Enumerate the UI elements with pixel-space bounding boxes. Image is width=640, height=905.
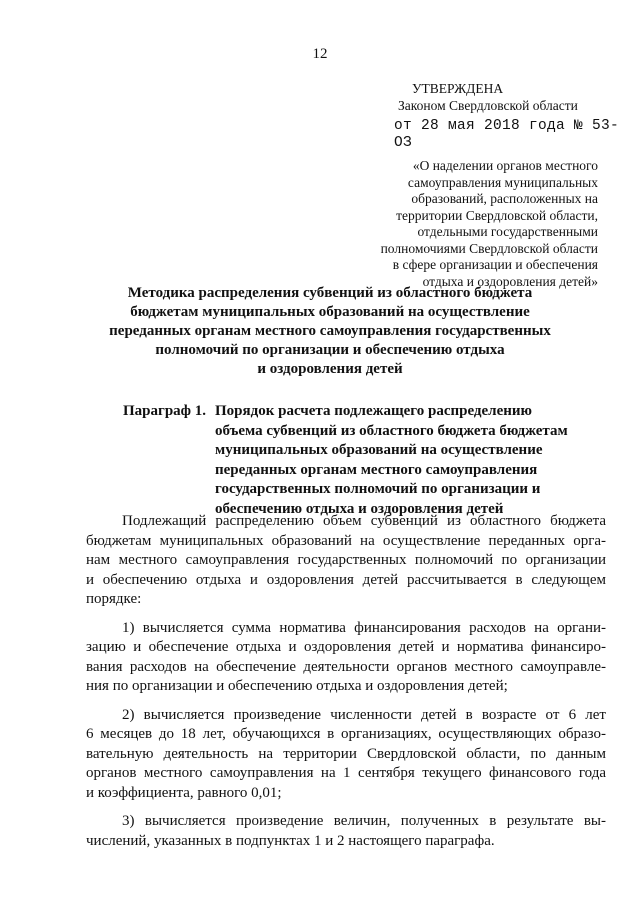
law-title-line: «О наделении органов местного <box>412 158 598 173</box>
title-line: бюджетам муниципальных образований на осуществление <box>130 304 530 320</box>
heading-line: обеспечению отдыха и оздоровления детей <box>215 500 504 517</box>
heading-line: переданных органам местного самоуправления <box>215 461 538 478</box>
body-line: и коэффициента, равного 0,01; <box>86 784 282 801</box>
body-line: 6 месяцев до 18 лет, обучающихся в организациях, осуществляющих образо- <box>86 726 606 742</box>
page-number: 12 <box>312 46 328 62</box>
heading-line: государственных полномочий по организации и <box>215 481 541 497</box>
title-line: переданных органам местного самоуправления государственных <box>109 323 551 339</box>
document-title <box>60 284 600 379</box>
body-line: органов местного самоуправления на 1 сентября текущего финансового года <box>86 765 606 781</box>
paragraph-label: Параграф 1. <box>123 403 207 419</box>
law-title-line: самоуправления муниципальных <box>407 174 598 190</box>
heading-line: Порядок расчета подлежащего распределению <box>215 403 532 419</box>
body-line: вания расходов на обеспечение деятельности органов местного самоуправле- <box>86 658 606 675</box>
paragraph-heading-text <box>215 402 595 519</box>
law-title-line: отдыха и оздоровления детей» <box>422 273 598 289</box>
law-title-line: территории Свердловской области, <box>396 207 598 223</box>
body-paragraph <box>86 812 606 851</box>
body-line: 1) вычисляется сумма норматива финансирования расходов на органи- <box>122 619 606 636</box>
approved-label: УТВЕРЖДЕНА <box>412 81 504 96</box>
approval-block <box>380 80 620 290</box>
law-title-line: образований, расположенных на <box>411 191 598 206</box>
law-date-number: от 28 мая 2018 года № 53-ОЗ <box>394 118 620 151</box>
title-line: полномочий по организации и обеспечению отдыха <box>155 342 505 358</box>
law-title-line: полномочиями Свердловской области <box>380 240 598 256</box>
title-line: Методика распределения субвенций из областного бюджета <box>127 285 533 301</box>
body-line: вательную деятельность на территории Свердловской области, по данным <box>86 745 606 762</box>
body-paragraph <box>86 512 606 610</box>
body-text <box>86 512 606 860</box>
law-title-line: отдельными государственными <box>417 224 598 239</box>
body-line: 3) вычисляется произведение величин, полученных в результате вы- <box>122 813 606 829</box>
body-line: зацию и обеспечение отдыха и оздоровления детей и норматива финансиро- <box>86 639 606 655</box>
body-line: порядке: <box>86 591 142 607</box>
heading-line: объема субвенций из областного бюджета бюджетам <box>215 422 568 439</box>
body-line: нам местного самоуправления государственных полномочий по организации <box>86 552 606 568</box>
body-line: и обеспечению отдыха и оздоровления детей рассчитывается в следующем <box>86 571 606 588</box>
law-label: Законом Свердловской области <box>398 98 578 113</box>
title-line: и оздоровления детей <box>257 361 403 377</box>
body-line: Подлежащий распределению объем субвенций из областного бюджета <box>122 513 606 529</box>
body-line: ния по организации и обеспечению отдыха и оздоровления детей; <box>86 678 508 694</box>
body-line: бюджетам муниципальных образований на осуществление переданных орга- <box>86 532 606 549</box>
body-paragraph <box>86 619 606 697</box>
law-title <box>380 158 620 290</box>
body-line: числений, указанных в подпунктах 1 и 2 настоящего параграфа. <box>86 832 495 849</box>
body-paragraph <box>86 706 606 804</box>
body-line: 2) вычисляется произведение численности детей в возрасте от 6 лет <box>122 706 606 723</box>
law-title-line: в сфере организации и обеспечения <box>392 257 598 272</box>
heading-line: муниципальных образований на осуществление <box>215 442 543 458</box>
